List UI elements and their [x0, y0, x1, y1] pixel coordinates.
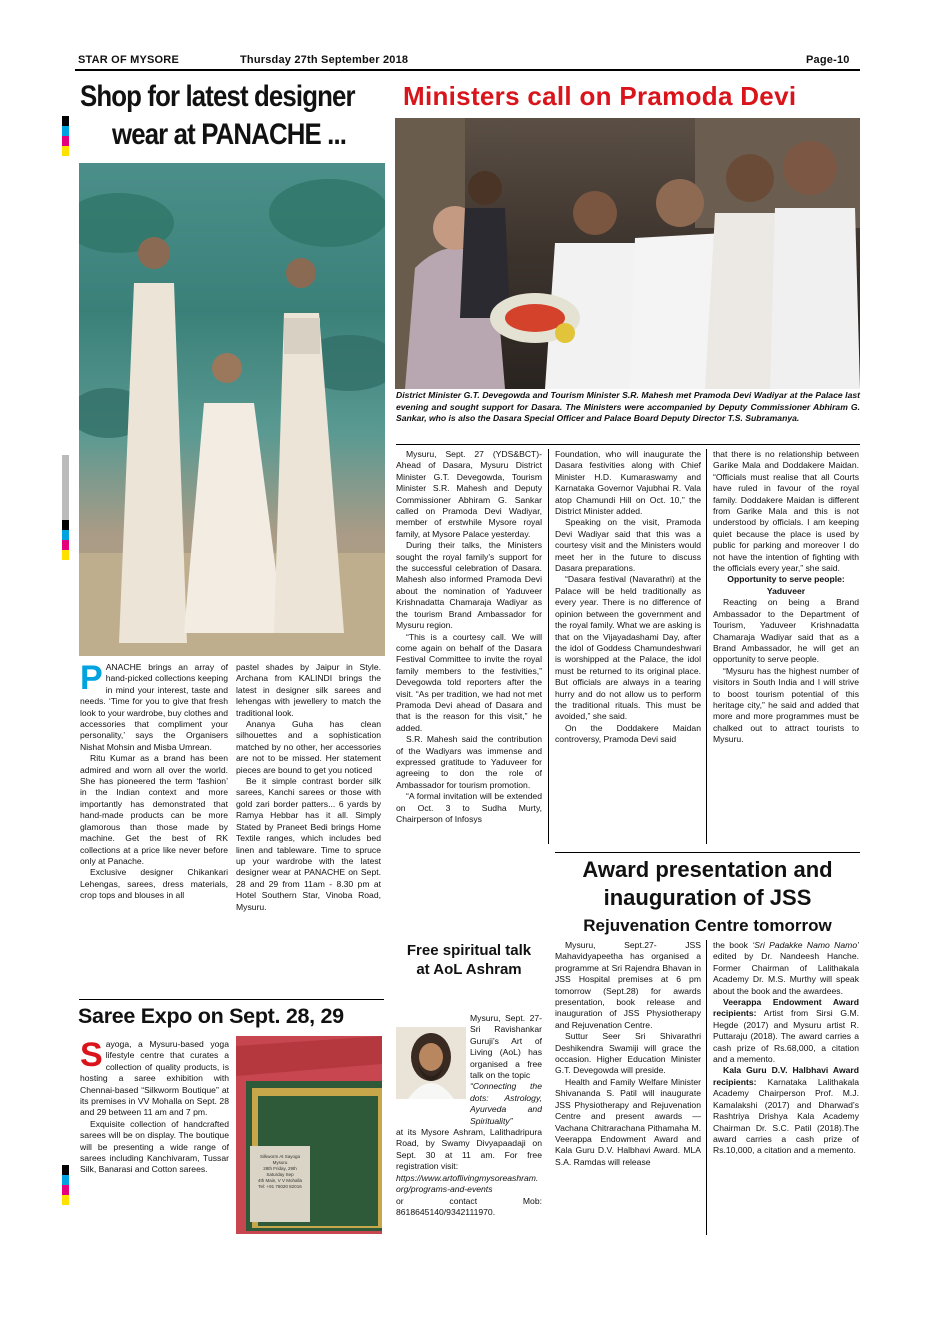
saree-ad-photo	[236, 1036, 382, 1234]
column-divider	[706, 940, 707, 1235]
panache-headline-line1: Shop for latest designer	[80, 80, 355, 113]
saree-top-rule	[79, 999, 384, 1000]
ministers-meeting-photo	[395, 118, 860, 389]
panache-fashion-photo	[79, 163, 385, 656]
aol-headline	[396, 941, 542, 979]
issue-date: Thursday 27th September 2018	[240, 54, 409, 66]
aol-registration-link[interactable]: https://www.artoflivingmysoreashram.org/programs-and-events	[396, 1172, 539, 1195]
header-rule	[75, 69, 860, 71]
jss-paragraph: Health and Family Welfare Minister Shivananda S. Patil will inaugurate JSS Physiotherapy and Rejuvenation Centre and present awards — Vachana Chitrarachana Pithamaha M. Veerappa Endowment Award and Kala Guru D.V. Halbhavi Award. MLA S.A. Ramdas will release	[555, 1076, 701, 1167]
aol-headline-line1: Free spiritual talk	[406, 942, 532, 959]
paper-name: STAR OF MYSORE	[78, 54, 179, 66]
panache-column-2	[236, 662, 381, 997]
jss-headline	[555, 856, 860, 912]
jss-top-rule	[555, 852, 860, 853]
aol-body	[396, 1013, 542, 1243]
jss-subheadline: Rejuvenation Centre tomorrow	[583, 916, 832, 935]
saree-ad-text	[254, 1154, 306, 1190]
ministers-headline: Ministers call on Pramoda Devi	[403, 81, 797, 111]
panache-paragraph: Be it simple contrast border silk sarees, Kanchi sarees or those with gold zari border patters... 6 yards by Ramya Hebbar has it all. Simply Stated by Praneet Bedi brings Home Textile ranges, which includes bed linen and tableware. Time to spruce up your wardrobe with the latest designer wear at PANACHE on Sept. 28 and 29 from 11am - 8.30 pm at Hotel Southern Star, Vinoba Road, Mysuru.	[236, 776, 381, 912]
saree-dropcap: S	[80, 1039, 103, 1074]
ministers-subhead: Opportunity to serve people: Yaduveer	[727, 574, 845, 596]
panache-headline-line2: wear at PANACHE ...	[112, 118, 347, 151]
aol-paragraph: at its Mysore Ashram, Lalithadripura Road, by Swamy Divyapaadaji on Sept. 30 at 11 am. For free registration visit:	[396, 1127, 542, 1172]
caption-rule	[396, 444, 860, 445]
jss-paragraph	[713, 1065, 859, 1156]
ministers-paragraph: During their talks, the Ministers sought the royal family’s support for the successful celebration of Dasara. Mahesh also informed Pramoda Devi about the nomination of Yaduveer Krishnadatta Chamaraja Wadiyar as the tourism Brand Ambassador for Mysuru region.	[396, 540, 542, 631]
saree-headline: Saree Expo on Sept. 28, 29	[78, 1004, 344, 1028]
jss-book-title: ‘Sri Padakke Namo Namo’	[752, 940, 859, 950]
saree-ad-line: Silkworm At Sayoga	[259, 1154, 301, 1159]
jss-text: Artist from Sirsi G.M. Hegde (2017) and Mysuru artist R. Puttaraju (2018). The award carries a cash prize of Rs.68,000, a citation and a memento.	[713, 1008, 859, 1065]
registration-bar-left	[62, 455, 69, 525]
registration-marks-bottom	[62, 1165, 69, 1205]
aol-paragraph: Mysuru, Sept. 27- Sri Ravishankar Guruji’s Art of Living (AoL) has organised a free talk on the topic	[470, 1013, 542, 1081]
ministers-paragraph: Speaking on the visit, Pramoda Devi Wadiyar said that this was a courtesy visit and the Ministers would meet her in the future to discuss Dasara preparations.	[555, 517, 701, 574]
saree-ad-line: 28th Friday, 29th Saturday Sep	[263, 1166, 297, 1177]
ministers-photo-caption: District Minister G.T. Devegowda and Tourism Minister S.R. Mahesh met Pramoda Devi Wadiyar at the Palace last evening and sought support for Dasara. The Ministers were accompanied by Deputy Commissioner Abhiram G. Sankar, who is also the Dasara Special Officer and Palace Board Deputy Director T.S. Subramanya.	[396, 390, 860, 424]
saree-paragraph: ayoga, a Mysuru-based yoga lifestyle centre that curates a collection of quality products, is hosting a saree exhibition with Chennai-based “Silkworm Boutique” at its premises in VV Mohalla on Sept. 28 and 29 between 11 am and 7 pm.	[80, 1039, 229, 1118]
panache-paragraph: Ananya Guha has clean silhouettes and a sophistication matched by no other, her accessories are not to be missed. Her statement pieces are bound to get you noticed	[236, 719, 381, 775]
ministers-column-2	[555, 449, 701, 844]
saree-ad-line: 4th Main, V V Mohalla	[257, 1178, 303, 1183]
ministers-paragraph: “Mysuru has the highest number of visitors in South India and I will strive to boost tourism potential of this heritage city,” he said and added that more and more programmes must be chalked out to attract tourists to Mysuru.	[713, 665, 859, 745]
panache-paragraph: ANACHE brings an array of hand-picked collections keeping in mind your interest, taste and needs. ‘Time for you to give that fresh look to your wardrobe, buy clothes and accessories that compliment your personality,’ says the Organisers Nishat Mohsin and Misba Umrean.	[80, 662, 228, 752]
ministers-paragraph: S.R. Mahesh said the contribution of the Wadiyars was immense and expressed gratitude to Yaduveer for agreeing to don the role of Ambassador for tourism promotion.	[396, 734, 542, 790]
jss-paragraph	[713, 940, 859, 997]
aol-contact: or contact Mob: 8618645140/9342111970.	[396, 1195, 542, 1217]
jss-text: edited by Dr. Nandeesh Hanche. Former Chairman of Lalithakala Academy Dr. M.S. Murthy will speak about the book and the awardees.	[713, 951, 859, 996]
panache-paragraph: Ritu Kumar as a brand has been admired and worn all over the world. She has pioneered the term ‘fashion’ in the Indian context and more importantly has demonstrated that hand-made products can be more glamorous than those made by machine. Get the best of RK collections at a price like never before only at Panache.	[80, 753, 228, 866]
saree-ad-line: Mysuru	[272, 1160, 288, 1165]
ministers-paragraph: that there is no relationship between Garike Mala and Doddakere Maidan. “Officials must realise that all Courts have ruled in favour of the royal family. Doddakere Maidan is different from Garike Mala and this is not understood by officials. I am keeping quiet because the place is used by public for parking and moreover I do not have the intention of fighting with the officials every year,” she said.	[713, 449, 859, 574]
saree-paragraph: Exquisite collection of handcrafted sarees will be on display. The boutique will be presenting a wide range of sarees including Kanchivaram, Tussar Silk, Banarasi and Cotton sarees.	[80, 1118, 229, 1175]
jss-text: the book	[713, 940, 753, 950]
ministers-paragraph: Reacting on being a Brand Ambassador to the Department of Tourism, Yaduveer Krishnadatta Chamaraja Wadiyar said that as a Brand Ambassador, he will get an opportunity to serve people.	[713, 597, 859, 665]
ministers-paragraph: On the Doddakere Maidan controversy, Pramoda Devi said	[555, 722, 701, 745]
aol-topic: “Connecting the dots: Astrology, Ayurveda and Spirituality”	[470, 1081, 542, 1126]
aol-headline-line2: at AoL Ashram	[416, 961, 522, 978]
panache-paragraph: pastel shades by Jaipur in Style. Archana from KALINDI brings the latest in designer silk sarees and lehengas with jewellery to match the traditional look.	[236, 662, 381, 718]
jss-paragraph	[713, 997, 859, 1065]
veerappa-award-label: Veerappa Endowment Award recipients:	[713, 997, 859, 1019]
jss-column-2	[713, 940, 859, 1240]
ministers-paragraph: “Dasara festival (Navarathri) at the Palace will be held traditionally as every year. There is no difference of opinion between the government and the royal family. What we are asking is that on the Vijayadashami Day, after the idol of Goddess Chamundeshwari is worshipped at the Palace, the idol must be returned to its original place. But officials are always in a tearing hurry and do not allow us to perform the traditional rituals. This must be avoided,” she said.	[555, 574, 701, 722]
panache-paragraph: Exclusive designer Chikankari Lehengas, sarees, dress materials, crop tops and blouses in all	[80, 867, 228, 901]
jss-paragraph: Mysuru, Sept.27- JSS Mahavidyapeetha has organised a programme at Sri Rajendra Bhavan in JSS Hospital premises at 6 pm tomorrow (Sept.28) for awards presentation, book release and inauguration of JSS Physiotherapy and Rejuvenation Centre.	[555, 940, 701, 1030]
jss-paragraph: Suttur Seer Sri Shivarathri Deshikendra Swamiji will grace the occasion. Higher Education Minister G.T. Devegowda will preside.	[555, 1031, 701, 1076]
jss-headline-line1: Award presentation and	[582, 857, 833, 882]
column-divider	[706, 449, 707, 844]
ministers-column-1	[396, 449, 542, 937]
jss-headline-line2: inauguration of JSS	[603, 885, 812, 910]
panache-column-1	[80, 662, 228, 997]
jss-column-1	[555, 940, 701, 1240]
ministers-column-3	[713, 449, 859, 849]
ministers-paragraph: Foundation, who will inaugurate the Dasara festivities along with Chief Minister H.D. Kumaraswamy and Karnataka Governor Vajubhai R. Vala atop Chamundi Hill on Oct. 10,” the District Minister added.	[555, 449, 701, 517]
halbhavi-award-label: Kala Guru D.V. Halbhavi Award recipients:	[713, 1065, 859, 1087]
panache-dropcap: P	[80, 662, 103, 697]
registration-marks-mid	[62, 520, 69, 560]
column-divider	[548, 449, 549, 844]
saree-ad-line: Tel: +91 76020 82016	[258, 1184, 302, 1189]
jss-text: Karnataka Lalithakala Academy Chairperson Prof. M.J. Kamalakshi (2017) and Dharwad’s Rashtriya Drishya Kala Academy Chairman Dr. S.C. Patil (2018).The award carries a cash prize of Rs.10,000, a citation and a memento.	[713, 1076, 859, 1156]
ministers-paragraph: “A formal invitation will be extended on Oct. 3 to Sudha Murty, Chairperson of Infosys	[396, 791, 542, 824]
ministers-paragraph: “This is a courtesy call. We will come again on behalf of the Dasara Festival Committee to invite the royal family members to the festivities,” Devegowda told reporters after the visit. “As per tradition, we had not met Pramoda Devi ahead of Dasara and that is the reason for this visit,” he added.	[396, 631, 542, 733]
saree-column	[80, 1039, 229, 1239]
page-number: Page-10	[806, 54, 850, 66]
registration-marks-top	[62, 116, 69, 156]
ministers-paragraph: Mysuru, Sept. 27 (YDS&BCT)- Ahead of Dasara, Mysuru District Minister G.T. Devegowda, Tourism Minister S.R. Mahesh and Deputy Commissioner Abhiram G. Sankar called on Pramoda Devi Wadiyar, member of erstwhile Mysore royal family, at Mysore Palace yesterday.	[396, 449, 542, 539]
